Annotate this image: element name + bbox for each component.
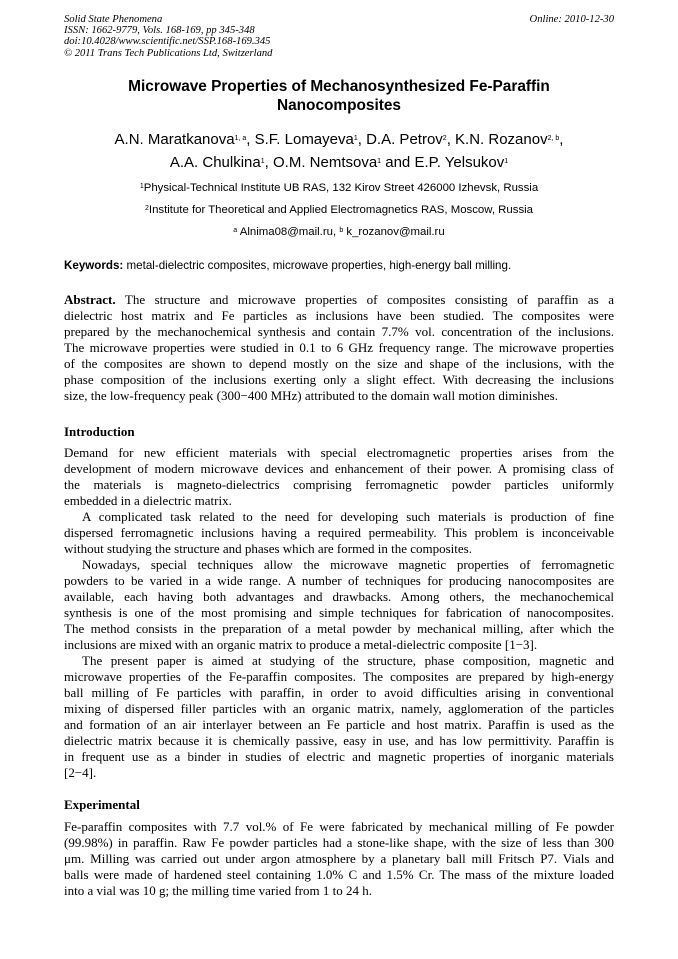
author-name: K.N. Rozanov <box>455 131 548 148</box>
author-affiliation-sup: 1 <box>260 158 265 165</box>
author-name: D.A. Petrov <box>366 131 443 148</box>
author-name: O.M. Nemtsova <box>272 154 378 171</box>
keywords <box>64 259 511 272</box>
author-separator: , <box>246 131 255 148</box>
paragraph-line: balls were made of hardened steel containing 1.0% C and 1.5% Cr. The mass of the mixture loaded <box>64 867 614 882</box>
abstract-text: prepared by the mechanochemical synthesis and contain 7.7% vol. concentration of the inclusions. <box>64 324 614 339</box>
paragraph-line: The present paper is aimed at studying of the structure, phase composition, magnetic and <box>82 653 614 668</box>
author-name: A.A. Chulkina <box>169 154 261 171</box>
abstract-text: of the composites are shown to depend mostly on the size and shape of the inclusions, with the <box>64 356 614 371</box>
abstract-text: The structure and microwave properties of composites consisting of paraffin as a <box>115 292 614 307</box>
aff-text: Physical-Technical Institute UB RAS, 132 Kirov Street 426000 Izhevsk, Russia <box>143 182 539 194</box>
abstract-line <box>64 292 614 308</box>
author-name: S.F. Lomayeva <box>254 131 354 148</box>
journal-name: Solid State Phenomena <box>64 14 163 25</box>
abstract-label: Abstract. <box>64 292 116 307</box>
affiliation-1 <box>0 181 678 195</box>
author-affiliation-sup: 1 <box>377 158 382 165</box>
aff-sup: 1 <box>139 183 144 190</box>
abstract-line <box>64 340 614 356</box>
doi: doi:10.4028/www.scientific.net/SSP.168-169.345 <box>64 36 271 48</box>
author-separator: , <box>264 154 273 171</box>
aff-sup: 2 <box>145 205 149 212</box>
abstract-line <box>64 356 614 372</box>
abstract-text: phase composition of the inclusions exerting only a slight effect. With decreasing the inclusions <box>64 372 614 387</box>
abstract-line <box>64 324 614 340</box>
author-name: A.N. Maratkanova <box>114 131 235 148</box>
paragraph-line: dispersed ferromagnetic inclusions having a required permeability. This problem is inconceivable <box>64 525 614 540</box>
authors-line-1 <box>0 130 678 150</box>
email-sup: a <box>233 227 238 234</box>
title-line: Microwave Properties of Mechanosynthesized Fe-Paraffin <box>128 78 550 95</box>
introduction-heading: Introduction <box>64 424 135 439</box>
aff-text: Institute for Theoretical and Applied Electromagnetics RAS, Moscow, Russia <box>148 204 533 216</box>
paragraph-line: development of modern microwave devices and enhancement of their power. A promising class of <box>64 461 614 476</box>
paragraph-line: embedded in a dielectric matrix. <box>64 493 232 508</box>
paragraph-line: dielectric matrix because it is chemically passive, easy in use, and has low permittivity. Paraffin is <box>64 733 614 748</box>
paragraph-line: A complicated task related to the need for developing such materials is production of fine <box>82 509 614 524</box>
paragraph-line: in frequent use as a binder in studies of electric and magnetic properties of inorganic materials <box>64 749 614 764</box>
paragraph-line: synthesis is one of the most promising and simple techniques for fabrication of nanocomposites. <box>64 605 614 620</box>
email-a: Alnima08@mail.ru, <box>239 226 340 238</box>
paragraph-line: The method consists in the preparation of a metal powder by mechanical milling, after which the <box>64 621 614 636</box>
paragraph-line: [2−4]. <box>64 765 97 780</box>
introduction-body <box>64 445 614 781</box>
abstract <box>64 292 614 404</box>
paragraph-line: mixing of dispersed filler particles with an organic matrix, namely, agglomeration of the particles <box>64 701 614 716</box>
email-b: k_rozanov@mail.ru <box>346 226 445 238</box>
journal-header <box>64 14 272 59</box>
title-line: Nanocomposites <box>276 97 401 114</box>
experimental-heading: Experimental <box>64 797 140 812</box>
paragraph-line: available, each having both advantages and drawbacks. Among others, the mechanochemical <box>64 589 614 604</box>
author-affiliation-sup: 2 <box>442 135 447 142</box>
abstract-text: The microwave properties were studied in 0.1 to 6 GHz frequency range. The microwave properties <box>64 340 614 355</box>
author-separator: , <box>357 131 367 148</box>
author-separator: , <box>559 131 564 148</box>
paragraph-line: μm. Milling was carried out under argon atmosphere by a planetary ball mill Fritsch P7. Vials and <box>64 851 614 866</box>
keywords-text: metal-dielectric composites, microwave properties, high-energy ball milling. <box>123 259 512 272</box>
author-name: E.P. Yelsukov <box>414 154 505 171</box>
paper-title <box>0 77 678 115</box>
author-separator: and <box>381 154 415 171</box>
author-affiliation-sup: 1 <box>504 158 509 165</box>
online-date: Online: 2010-12-30 <box>529 14 614 25</box>
experimental-body <box>64 819 614 899</box>
paragraph-line: (99.98%) in paraffin. Raw Fe powder particles had a stone-like shape, with the size of less than 300 <box>64 835 614 850</box>
paragraph-line: the materials is magneto-dielectrics comprising ferromagnetic powder particles uniformly <box>64 477 614 492</box>
abstract-text: size, the low-frequency peak (300−400 MHz) attributed to the domain wall motion diminishes. <box>64 388 558 403</box>
email-sup: b <box>339 227 344 234</box>
author-affiliation-sup: 1, a <box>234 135 247 142</box>
paragraph-line: powders to be varied in a wide range. A number of techniques for producing nanocomposites are <box>64 573 614 588</box>
paragraph-line: inclusions are mixed with an organic matrix to produce a metal-dielectric composite [1−3]. <box>64 637 538 652</box>
keywords-label: Keywords: <box>64 259 124 272</box>
paragraph-line: without studying the structure and phases which are formed in the composites. <box>64 541 472 556</box>
paragraph-line: Nowadays, special techniques allow the microwave magnetic properties of ferromagnetic <box>82 557 614 572</box>
author-affiliation-sup: 1 <box>353 135 358 142</box>
abstract-line <box>64 372 614 388</box>
issn: ISSN: 1662-9779, Vols. 168-169, pp 345-348 <box>64 25 255 37</box>
paragraph-line: ball milling of Fe particles with paraffin, in order to avoid difficulties arising in conventional <box>64 685 614 700</box>
affiliation-2 <box>0 203 678 217</box>
paragraph-line: into a vial was 10 g; the milling time varied from 1 to 24 h. <box>64 883 372 898</box>
paragraph-line: Demand for new efficient materials with special electromagnetic properties arises from the <box>64 445 614 460</box>
paragraph-line: microwave properties of the Fe-paraffin composites. The composites are prepared by high-energy <box>64 669 614 684</box>
emails <box>0 225 678 239</box>
author-separator: , <box>446 131 456 148</box>
copyright: © 2011 Trans Tech Publications Ltd, Switzerland <box>64 47 273 59</box>
abstract-line <box>64 388 614 404</box>
paragraph-line: and formation of an air interlayer between an Fe particle and host matrix. Paraffin is used as the <box>64 717 614 732</box>
abstract-text: dielectric host matrix and Fe particles as inclusions have been studied. The composites were <box>64 308 614 323</box>
abstract-line <box>64 308 614 324</box>
authors-line-2 <box>0 153 678 173</box>
paragraph-line: Fe-paraffin composites with 7.7 vol.% of Fe were fabricated by mechanical milling of Fe powder <box>64 819 614 834</box>
author-affiliation-sup: 2, b <box>547 135 560 142</box>
